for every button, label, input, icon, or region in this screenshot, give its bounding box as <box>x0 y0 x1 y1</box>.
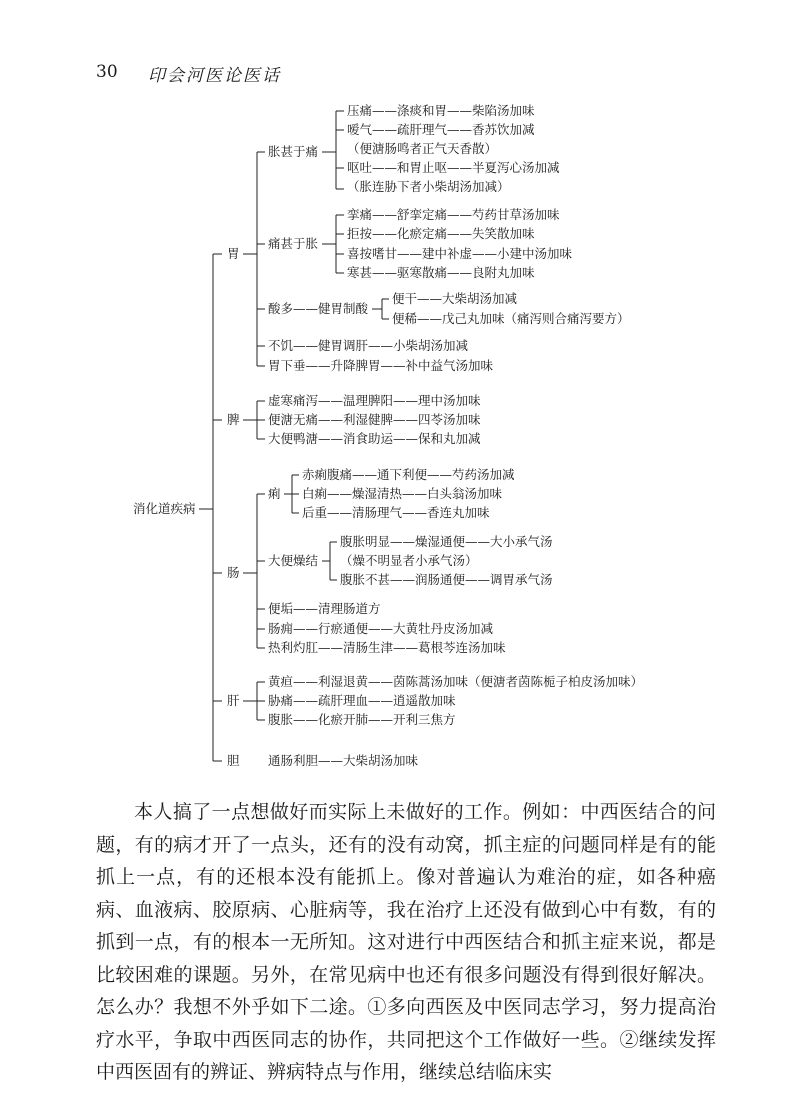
branch-liver: 肝 <box>227 693 240 708</box>
gallbladder-item: 通肠利胆——大柴胡汤加味 <box>268 753 419 768</box>
page-number: 30 <box>96 62 118 82</box>
dysentery-item: 后重——清肠理气——香连丸加味 <box>302 505 490 520</box>
branch-gallbladder: 胆 <box>227 753 240 768</box>
branch-intestine: 肠 <box>227 565 240 580</box>
branch-spleen: 脾 <box>227 412 240 427</box>
spleen-item: 便溏无痛——利湿健脾——四苓汤加味 <box>268 412 481 427</box>
book-title: 印会河医论医话 <box>148 66 281 86</box>
stomach-pain-item: 拒按——化瘀定痛——失笑散加味 <box>347 226 535 241</box>
tree-root: 消化道疾病 <box>133 501 196 516</box>
intestine-other-item: 热利灼肛——清肠生津——葛根芩连汤加味 <box>268 640 506 655</box>
intestine-dysentery-label: 痢 <box>268 486 281 501</box>
stomach-distension-item: 压痛——涤痰和胃——柴陷汤加味 <box>347 103 535 118</box>
stomach-acid-item: 便稀——戊己丸加味（痛泻则合痛泻要方） <box>392 311 630 326</box>
constipation-note: （燥不明显者小承气汤） <box>340 553 478 568</box>
stomach-pain-item: 喜按嗜甘——建中补虚——小建中汤加味 <box>347 246 573 261</box>
dysentery-item: 白痢——燥湿清热——白头翁汤加味 <box>302 486 503 501</box>
intestine-other-item: 肠痈——行瘀通便——大黄牡丹皮汤加减 <box>268 621 494 636</box>
spleen-item: 大便鸭溏——消食助运——保和丸加减 <box>268 431 481 446</box>
stomach-distension-label: 胀甚于痛 <box>268 144 319 159</box>
stomach-distension-note: （胀连胁下者小柴胡汤加减） <box>347 179 510 194</box>
spleen-item: 虚寒痛泻——温理脾阳——理中汤加味 <box>268 393 481 408</box>
stomach-distension-item: 呕吐——和胃止呕——半夏泻心汤加减 <box>347 160 560 175</box>
dysentery-item: 赤痢腹痛——通下利便——芍药汤加减 <box>302 467 515 482</box>
stomach-other-item: 不饥——健胃调肝——小柴胡汤加减 <box>268 338 469 353</box>
intestine-other-item: 便垢——清理肠道方 <box>268 601 381 616</box>
paragraph-text: 本人搞了一点想做好而实际上未做好的工作。例如：中西医结合的问题，有的病才开了一点头，还有的没有动窝，抓主症的问题同样是有的能抓上一点，有的还根本没有能抓上。像对普遍认为难治的症，如各种癌病、血液病、胶原病、心脏病等，我在治疗上还没有做到心中有数，有的抓到一点，有的根本一无所知。这对进行中西医结合和抓主症来说，都是比较困难的课题。另外，在常见病中也还有很多问题没有得到很好解决。怎么办？我想不外乎如下二途。①多向西医及中医同志学习，努力提高治疗水平，争取中西医同志的协作，共同把这个工作做好一些。②继续发挥中西医固有的辨证、辨病特点与作用，继续总结临床实 <box>96 801 716 1083</box>
stomach-distension-item: 嗳气——疏肝理气——香苏饮加减 <box>347 122 535 137</box>
constipation-item: 腹胀明显——燥湿通便——大小承气汤 <box>340 534 553 549</box>
branch-stomach: 胃 <box>227 246 240 261</box>
intestine-constipation-label: 大便燥结 <box>268 553 319 568</box>
stomach-pain-label: 痛甚于胀 <box>268 236 319 251</box>
stomach-pain-item: 挛痛——舒挛定痛——芍药甘草汤加味 <box>347 207 560 222</box>
liver-item: 腹胀——化瘀开肺——开利三焦方 <box>268 712 456 727</box>
stomach-acid-label: 酸多——健胃制酸 <box>268 301 369 316</box>
constipation-item: 腹胀不甚——润肠通便——调胃承气汤 <box>340 572 553 587</box>
liver-item: 黄疸——利湿退黄——茵陈蒿汤加味（便溏者茵陈栀子柏皮汤加味） <box>268 674 644 689</box>
stomach-distension-note: （便溏肠鸣者正气天香散） <box>347 141 498 156</box>
liver-item: 胁痛——疏肝理血——逍遥散加味 <box>268 693 456 708</box>
stomach-acid-item: 便干——大柴胡汤加减 <box>392 291 518 306</box>
stomach-other-item: 胃下垂——升降脾胃——补中益气汤加味 <box>268 358 494 373</box>
stomach-pain-item: 寒甚——驱寒散痛——良附丸加味 <box>347 265 535 280</box>
body-paragraph <box>96 796 716 1089</box>
